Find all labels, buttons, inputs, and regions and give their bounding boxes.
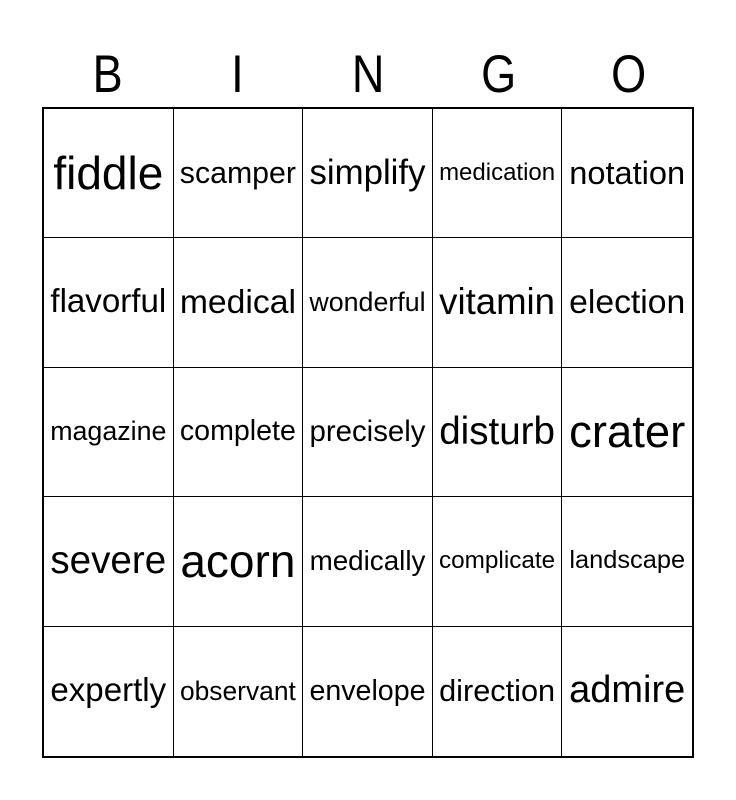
bingo-cell-r0c2[interactable]: simplify bbox=[303, 109, 433, 238]
bingo-cell-r1c4[interactable]: election bbox=[562, 238, 692, 367]
bingo-cell-r3c3[interactable]: complicate bbox=[433, 497, 563, 626]
bingo-title-letter-b: B bbox=[92, 45, 123, 104]
bingo-cell-r0c4[interactable]: notation bbox=[562, 109, 692, 238]
bingo-title-letter-o: O bbox=[611, 45, 647, 104]
bingo-cell-r0c3[interactable]: medication bbox=[433, 109, 563, 238]
bingo-cell-r4c4[interactable]: admire bbox=[569, 669, 686, 712]
bingo-cell-r4c0[interactable]: expertly bbox=[44, 627, 174, 756]
bingo-title-letter-i: I bbox=[231, 45, 244, 104]
bingo-title-letter-n: N bbox=[351, 45, 385, 104]
bingo-cell-r1c0[interactable]: flavorful bbox=[44, 238, 174, 367]
bingo-cell-r0c1[interactable]: scamper bbox=[174, 109, 304, 238]
bingo-cell-r3c1[interactable]: acorn bbox=[174, 497, 304, 626]
bingo-cell-r1c3[interactable]: vitamin bbox=[433, 238, 563, 367]
bingo-cell-r1c2[interactable]: wonderful bbox=[303, 238, 433, 367]
bingo-cell-r3c0[interactable]: severe bbox=[44, 497, 174, 626]
bingo-cell-r0c0[interactable]: fiddle bbox=[44, 109, 174, 238]
bingo-cell-r2c3[interactable]: disturb bbox=[433, 368, 563, 497]
bingo-cell-r2c1[interactable]: complete bbox=[174, 368, 304, 497]
bingo-cell-r1c1[interactable]: medical bbox=[174, 238, 304, 367]
bingo-cell-r4c1[interactable]: observant bbox=[174, 627, 304, 756]
bingo-cell-r2c0[interactable]: magazine bbox=[44, 368, 174, 497]
bingo-cell-r4c3[interactable]: direction bbox=[433, 627, 563, 756]
bingo-cell-r2c4[interactable]: crater bbox=[562, 368, 692, 497]
bingo-title bbox=[42, 0, 694, 107]
bingo-cell-r3c2[interactable]: medically bbox=[303, 497, 433, 626]
bingo-cell-r3c4[interactable]: landscape bbox=[562, 497, 692, 626]
bingo-title-letter-g: G bbox=[480, 45, 516, 104]
bingo-cell-r2c2[interactable]: precisely bbox=[303, 368, 433, 497]
bingo-card-grid bbox=[42, 107, 694, 758]
bingo-cell-r4c2[interactable]: envelope bbox=[303, 627, 433, 756]
